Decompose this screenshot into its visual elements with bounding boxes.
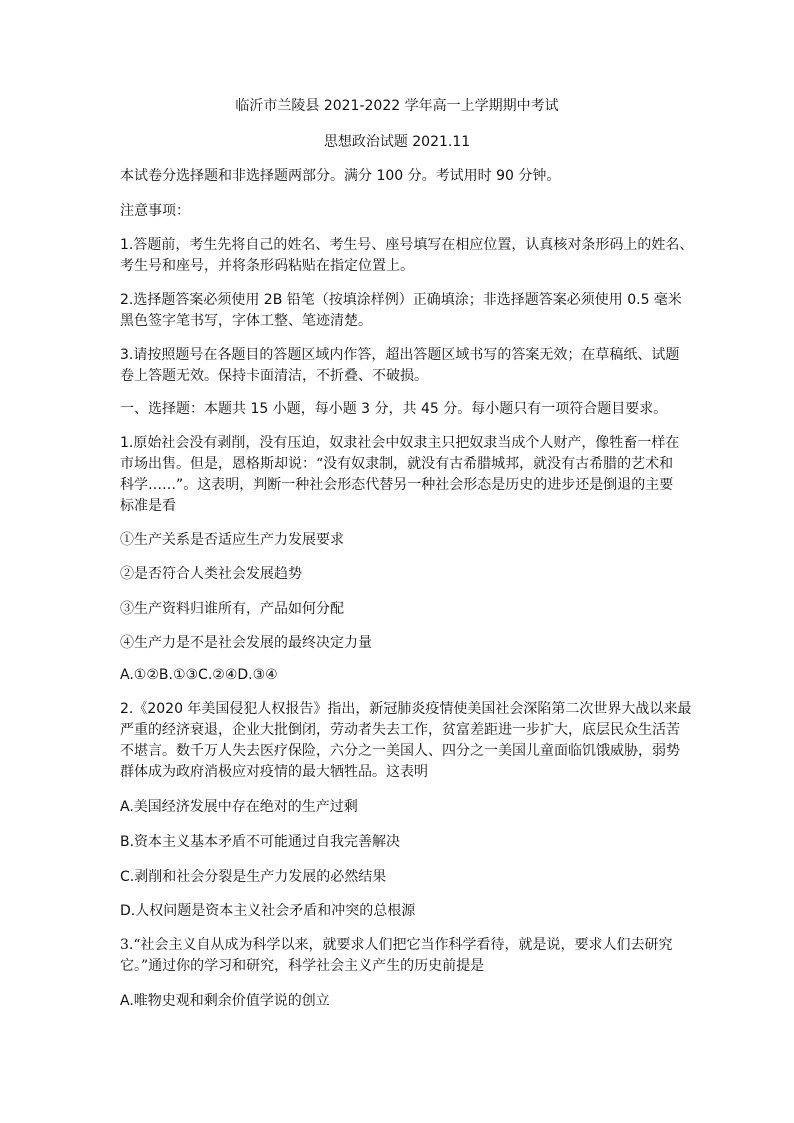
intro-text: 本试卷分选择题和非选择题两部分。满分 100 分。考试用时 90 分钟。 bbox=[120, 168, 561, 184]
exam-title: 临沂市兰陵县 2021-2022 学年高一上学期期中考试 bbox=[235, 98, 559, 114]
q1-option-2: ②是否符合人类社会发展趋势 bbox=[120, 566, 302, 582]
q2-stem-line-2: 严重的经济衰退，企业大批倒闭，劳动者失去工作，贫富差距进一步扩大，底层民众生活苦 bbox=[120, 722, 680, 738]
q3-stem-line-2: 它。”通过你的学习和研究，科学社会主义产生的历史前提是 bbox=[120, 958, 485, 974]
notice-item-3-line-1: 3.请按照题号在各题目的答题区域内作答，超出答题区域书写的答案无效；在草稿纸、试题 bbox=[120, 347, 680, 363]
notice-item-2-line-2: 黑色签字笔书写，字体工整、笔迹清楚。 bbox=[120, 313, 372, 329]
notice-item-3-line-2: 卷上答题无效。保持卡面清洁，不折叠、不破损。 bbox=[120, 368, 428, 384]
notice-item-1-line-2: 考生号和座号，并将条形码粘贴在指定位置上。 bbox=[120, 258, 414, 274]
exam-subtitle: 思想政治试题 2021.11 bbox=[323, 134, 471, 150]
section-heading: 一、选择题：本题共 15 小题，每小题 3 分，共 45 分。每小题只有一项符合题目要求。 bbox=[120, 401, 668, 417]
q2-stem-line-3: 不堪言。数千万人失去医疗保险，六分之一美国人、四分之一美国儿童面临饥饿威胁，弱势 bbox=[120, 743, 680, 759]
q1-option-1: ①生产关系是否适应生产力发展要求 bbox=[120, 532, 344, 548]
q1-stem-line-4: 标准是看 bbox=[120, 498, 176, 514]
notice-item-2-line-1: 2.选择题答案必须使用 2B 铅笔（按填涂样例）正确填涂；非选择题答案必须使用 0.5 毫米 bbox=[120, 292, 682, 308]
q2-option-c: C.剥削和社会分裂是生产力发展的必然结果 bbox=[120, 869, 387, 885]
q2-stem-line-1: 2.《2020 年美国侵犯人权报告》指出，新冠肺炎疫情使美国社会深陷第二次世界大战以来最 bbox=[120, 701, 692, 717]
q1-stem-line-3: 科学……”。这表明，判断一种社会形态代替另一种社会形态是历史的进步还是倒退的主要 bbox=[120, 477, 674, 493]
q1-choices: A.①②B.①③C.②④D.③④ bbox=[120, 667, 278, 683]
q2-option-a: A.美国经济发展中存在绝对的生产过剩 bbox=[120, 799, 358, 815]
q1-stem-line-1: 1.原始社会没有剥削，没有压迫，奴隶社会中奴隶主只把奴隶当成个人财产，像牲畜一样在 bbox=[120, 435, 680, 451]
q2-option-d: D.人权问题是资本主义社会矛盾和冲突的总根源 bbox=[120, 903, 416, 919]
q1-stem-line-2: 市场出售。但是，恩格斯却说：“没有奴隶制，就没有古希腊城邦，就没有古希腊的艺术和 bbox=[120, 456, 674, 472]
q1-option-3: ③生产资料归谁所有，产品如何分配 bbox=[120, 601, 344, 617]
notice-item-1-line-1: 1.答题前，考生先将自己的姓名、考生号、座号填写在相应位置，认真核对条形码上的姓名、 bbox=[120, 237, 694, 253]
q2-option-b: B.资本主义基本矛盾不可能通过自我完善解决 bbox=[120, 834, 401, 850]
q3-option-a: A.唯物史观和剩余价值学说的创立 bbox=[120, 993, 330, 1009]
q3-stem-line-1: 3.“社会主义自从成为科学以来，就要求人们把它当作科学看待，就是说，要求人们去研究 bbox=[120, 937, 673, 953]
q2-stem-line-4: 群体成为政府消极应对疫情的最大牺牲品。这表明 bbox=[120, 764, 428, 780]
q1-option-4: ④生产力是不是社会发展的最终决定力量 bbox=[120, 635, 372, 651]
notice-heading: 注意事项： bbox=[120, 203, 190, 219]
